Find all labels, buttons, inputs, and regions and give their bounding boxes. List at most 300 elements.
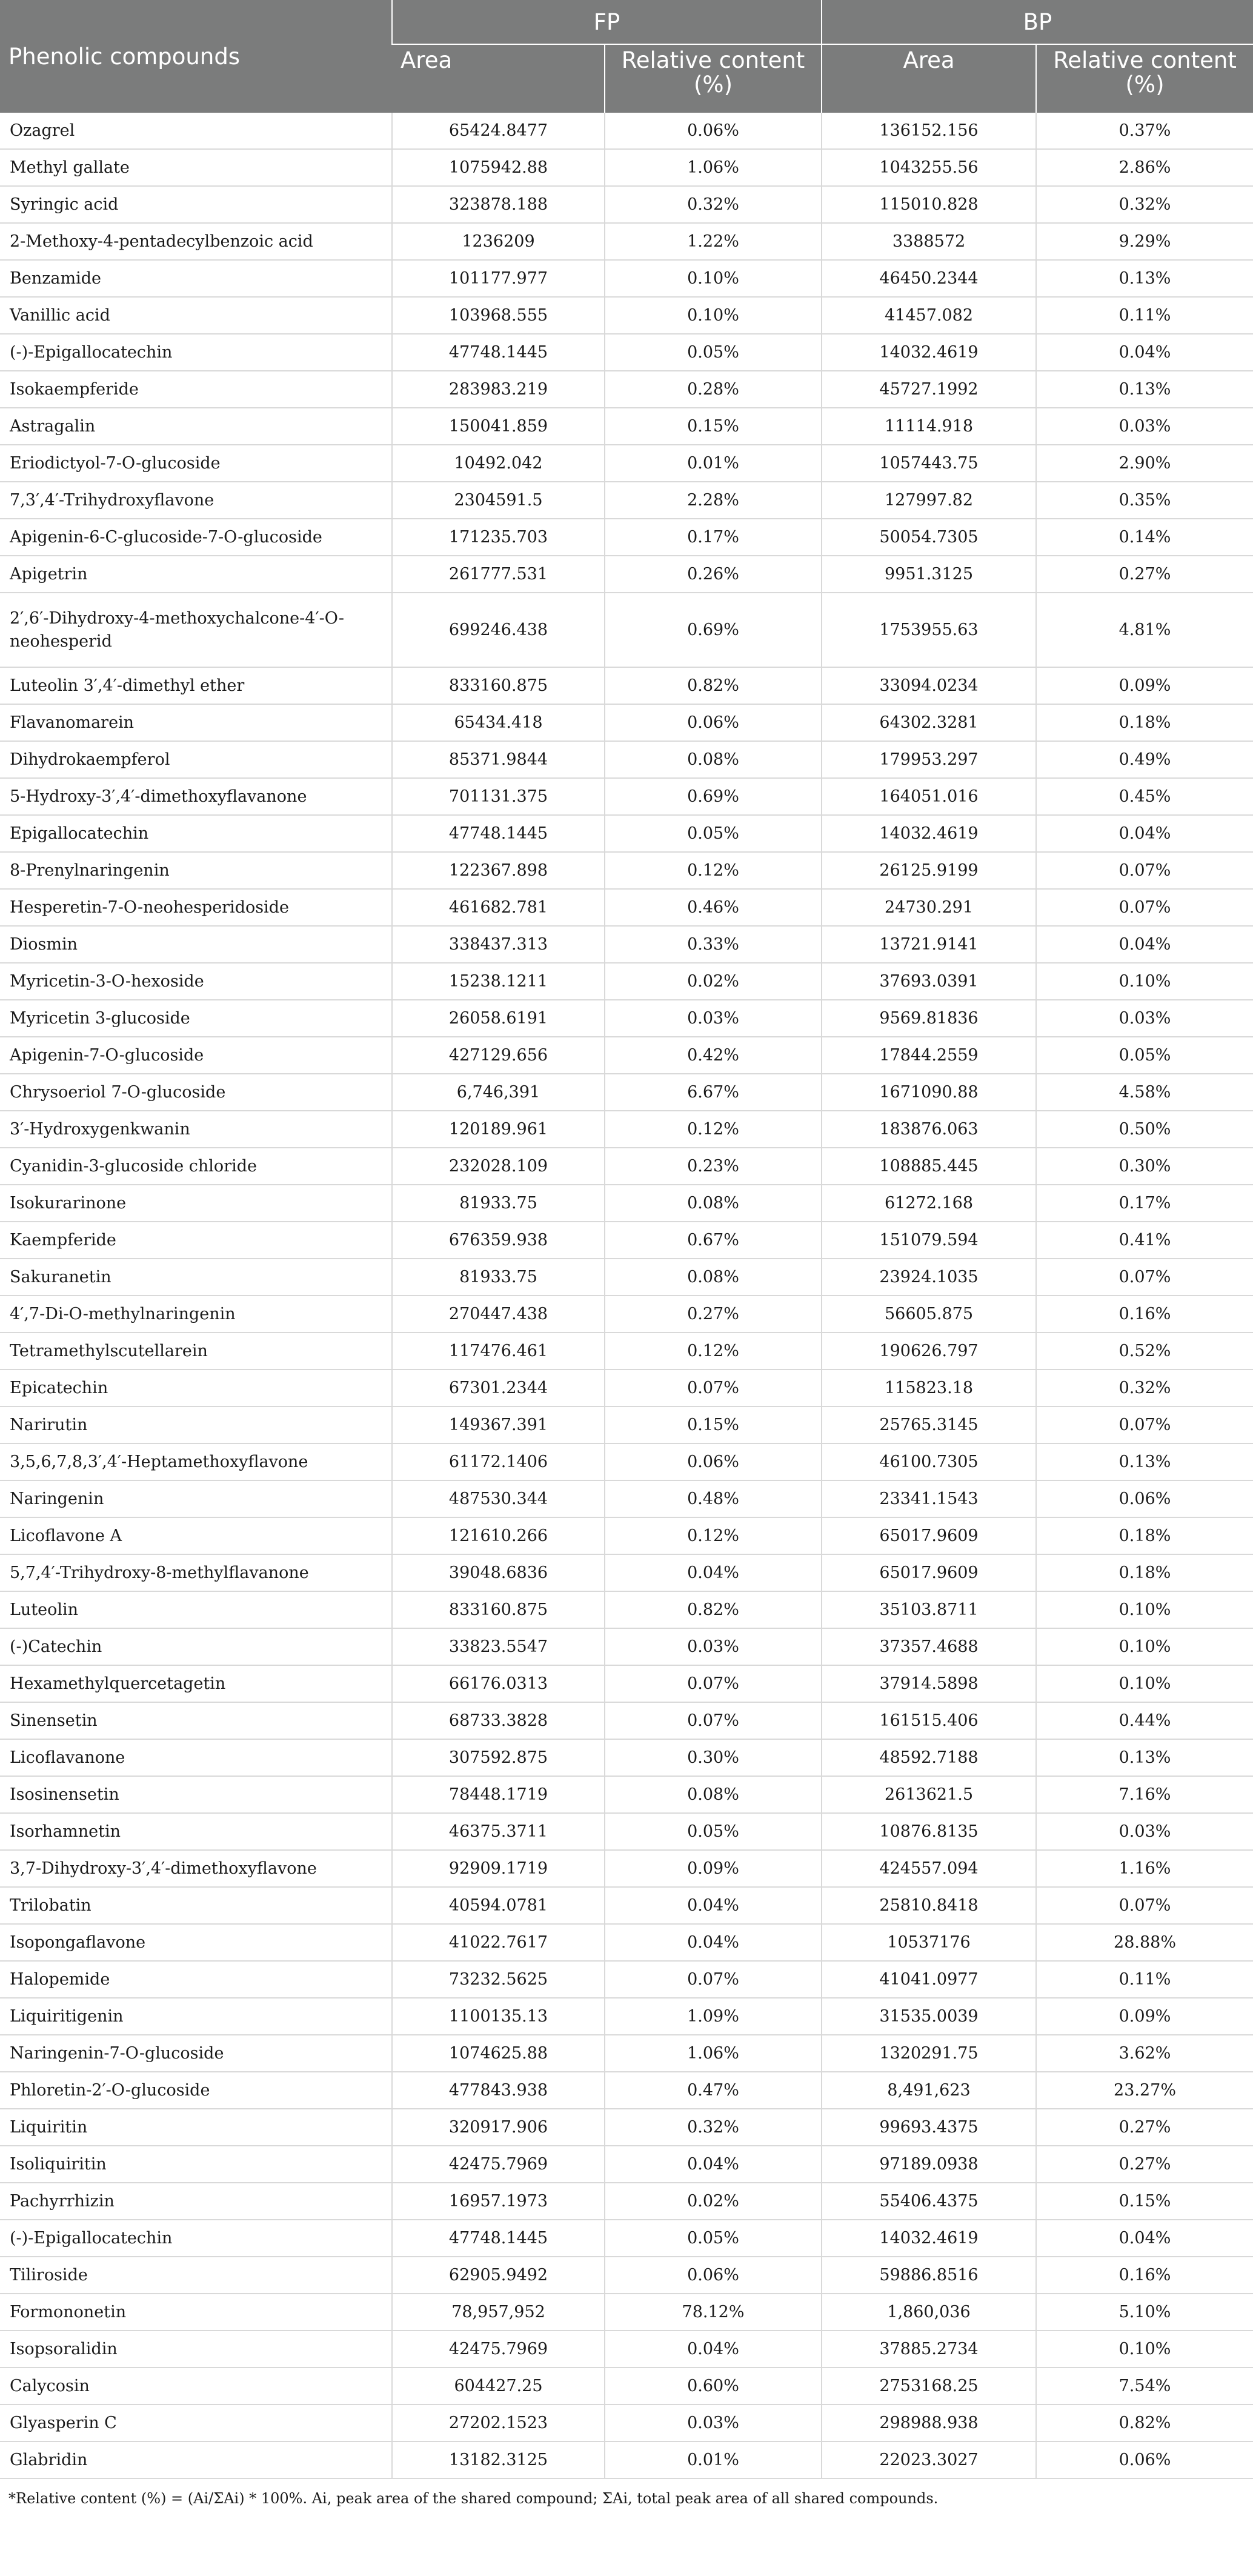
fp-area-cell: 270447.438 — [392, 1296, 605, 1333]
compound-name-cell: Vanillic acid — [0, 297, 392, 334]
table-row — [0, 815, 1253, 852]
table-row — [0, 1000, 1253, 1037]
fp-relative-content-cell: 0.10% — [605, 260, 822, 297]
fp-relative-content-cell: 0.12% — [605, 852, 822, 889]
bp-area-cell: 1320291.75 — [822, 2035, 1036, 2072]
bp-relative-content-cell: 0.16% — [1036, 1296, 1253, 1333]
fp-area-cell: 1075942.88 — [392, 149, 605, 186]
table-row — [0, 1480, 1253, 1517]
compound-name-cell: Eriodictyol-7-O-glucoside — [0, 445, 392, 482]
fp-area-cell: 232028.109 — [392, 1148, 605, 1185]
table-row — [0, 667, 1253, 704]
compound-name-cell: Luteolin — [0, 1591, 392, 1628]
bp-relative-content-cell: 7.16% — [1036, 1776, 1253, 1813]
bp-area-cell: 115823.18 — [822, 1370, 1036, 1406]
fp-area-cell: 27202.1523 — [392, 2405, 605, 2441]
fp-relative-content-cell: 0.12% — [605, 1111, 822, 1148]
bp-area-cell: 1753955.63 — [822, 593, 1036, 667]
bp-relative-content-cell: 0.27% — [1036, 2109, 1253, 2146]
fp-area-cell: 85371.9844 — [392, 741, 605, 778]
fp-area-cell: 2304591.5 — [392, 482, 605, 519]
compound-name-cell: 5,7,4′-Trihydroxy-8-methylflavanone — [0, 1554, 392, 1591]
bp-area-cell: 59886.8516 — [822, 2257, 1036, 2294]
fp-relative-content-cell: 0.69% — [605, 778, 822, 815]
bp-relative-content-cell: 1.16% — [1036, 1850, 1253, 1887]
fp-area-cell: 65434.418 — [392, 704, 605, 741]
compound-name-cell: Isoliquiritin — [0, 2146, 392, 2183]
table-row — [0, 1924, 1253, 1961]
fp-area-cell: 149367.391 — [392, 1406, 605, 1443]
fp-relative-content-cell: 0.03% — [605, 1000, 822, 1037]
bp-relative-content-cell: 0.14% — [1036, 519, 1253, 556]
fp-area-cell: 283983.219 — [392, 371, 605, 408]
bp-relative-content-cell: 0.10% — [1036, 2331, 1253, 2368]
fp-relative-content-cell: 0.04% — [605, 2331, 822, 2368]
compound-name-cell: Diosmin — [0, 926, 392, 963]
fp-relative-content-cell: 1.09% — [605, 1998, 822, 2035]
fp-relative-content-cell: 0.32% — [605, 186, 822, 223]
table-row — [0, 1222, 1253, 1259]
table-row — [0, 741, 1253, 778]
table-row — [0, 1702, 1253, 1739]
table-row — [0, 1665, 1253, 1702]
bp-area-cell: 25765.3145 — [822, 1406, 1036, 1443]
bp-area-cell: 23341.1543 — [822, 1480, 1036, 1517]
bp-relative-content-cell: 23.27% — [1036, 2072, 1253, 2109]
compound-name-cell: 3,5,6,7,8,3′,4′-Heptamethoxyflavone — [0, 1443, 392, 1480]
fp-relative-content-cell: 0.33% — [605, 926, 822, 963]
table-row — [0, 149, 1253, 186]
fp-area-cell: 92909.1719 — [392, 1850, 605, 1887]
compound-name-cell: Tiliroside — [0, 2257, 392, 2294]
fp-relative-content-cell: 0.05% — [605, 334, 822, 371]
table-row — [0, 2368, 1253, 2405]
fp-relative-content-cell: 0.60% — [605, 2368, 822, 2405]
compound-name-cell: Naringenin-7-O-glucoside — [0, 2035, 392, 2072]
table-row — [0, 223, 1253, 260]
bp-area-cell: 1,860,036 — [822, 2294, 1036, 2331]
bp-area-cell: 37914.5898 — [822, 1665, 1036, 1702]
table-row — [0, 852, 1253, 889]
bp-area-cell: 22023.3027 — [822, 2441, 1036, 2478]
fp-relative-content-cell: 0.08% — [605, 1776, 822, 1813]
bp-area-cell: 14032.4619 — [822, 2220, 1036, 2257]
fp-relative-content-cell: 0.12% — [605, 1333, 822, 1370]
bp-relative-content-cell: 0.15% — [1036, 2183, 1253, 2220]
fp-area-cell: 26058.6191 — [392, 1000, 605, 1037]
bp-area-cell: 17844.2559 — [822, 1037, 1036, 1074]
table-row — [0, 1554, 1253, 1591]
bp-area-cell: 45727.1992 — [822, 371, 1036, 408]
table-row — [0, 2183, 1253, 2220]
compound-name-cell: Naringenin — [0, 1480, 392, 1517]
table-row — [0, 482, 1253, 519]
fp-area-cell: 833160.875 — [392, 667, 605, 704]
fp-relative-content-cell: 0.10% — [605, 297, 822, 334]
fp-area-cell: 320917.906 — [392, 2109, 605, 2146]
bp-relative-content-cell: 0.17% — [1036, 1185, 1253, 1222]
compound-name-cell: Luteolin 3′,4′-dimethyl ether — [0, 667, 392, 704]
fp-relative-content-cell: 0.15% — [605, 408, 822, 445]
fp-relative-content-cell: 0.82% — [605, 667, 822, 704]
fp-area-cell: 81933.75 — [392, 1185, 605, 1222]
fp-area-cell: 42475.7969 — [392, 2146, 605, 2183]
fp-area-cell: 33823.5547 — [392, 1628, 605, 1665]
compound-name-cell: (-)-Epigallocatechin — [0, 334, 392, 371]
fp-relative-content-cell: 0.01% — [605, 2441, 822, 2478]
fp-relative-content-cell: 0.09% — [605, 1850, 822, 1887]
bp-area-cell: 298988.938 — [822, 2405, 1036, 2441]
table-row — [0, 2331, 1253, 2368]
compound-name-cell: Kaempferide — [0, 1222, 392, 1259]
bp-relative-content-cell: 0.30% — [1036, 1148, 1253, 1185]
bp-area-cell: 33094.0234 — [822, 667, 1036, 704]
compound-name-cell: Trilobatin — [0, 1887, 392, 1924]
fp-area-cell: 338437.313 — [392, 926, 605, 963]
fp-relative-content-cell: 0.04% — [605, 1554, 822, 1591]
fp-area-cell: 117476.461 — [392, 1333, 605, 1370]
fp-relative-content-cell: 0.06% — [605, 1443, 822, 1480]
compound-name-cell: Isopongaflavone — [0, 1924, 392, 1961]
bp-area-cell: 48592.7188 — [822, 1739, 1036, 1776]
bp-relative-content-cell: 0.04% — [1036, 334, 1253, 371]
bp-area-cell: 99693.4375 — [822, 2109, 1036, 2146]
compound-name-cell: Glabridin — [0, 2441, 392, 2478]
compound-name-cell: 2-Methoxy-4-pentadecylbenzoic acid — [0, 223, 392, 260]
fp-relative-content-cell: 1.22% — [605, 223, 822, 260]
bp-area-cell: 37357.4688 — [822, 1628, 1036, 1665]
fp-area-cell: 39048.6836 — [392, 1554, 605, 1591]
fp-area-cell: 78448.1719 — [392, 1776, 605, 1813]
bp-relative-content-cell: 5.10% — [1036, 2294, 1253, 2331]
fp-relative-content-cell: 0.06% — [605, 113, 822, 149]
fp-relative-content-cell: 0.08% — [605, 1259, 822, 1296]
fp-area-cell: 101177.977 — [392, 260, 605, 297]
table-row — [0, 1333, 1253, 1370]
bp-area-cell: 14032.4619 — [822, 815, 1036, 852]
bp-relative-content-cell: 0.09% — [1036, 667, 1253, 704]
fp-area-cell: 427129.656 — [392, 1037, 605, 1074]
compound-name-cell: 3′-Hydroxygenkwanin — [0, 1111, 392, 1148]
bp-relative-content-cell: 0.13% — [1036, 260, 1253, 297]
compound-name-cell: Syringic acid — [0, 186, 392, 223]
table-row — [0, 556, 1253, 593]
compound-name-cell: 3,7-Dihydroxy-3′,4′-dimethoxyflavone — [0, 1850, 392, 1887]
fp-area-cell: 67301.2344 — [392, 1370, 605, 1406]
table-row — [0, 2035, 1253, 2072]
table-row — [0, 593, 1253, 667]
compound-name-cell: Tetramethylscutellarein — [0, 1333, 392, 1370]
bp-relative-content-cell: 0.10% — [1036, 1665, 1253, 1702]
bp-relative-content-cell: 0.44% — [1036, 1702, 1253, 1739]
fp-area-cell: 73232.5625 — [392, 1961, 605, 1998]
table-row — [0, 1591, 1253, 1628]
fp-relative-content-cell: 6.67% — [605, 1074, 822, 1111]
table-row — [0, 2441, 1253, 2478]
bp-relative-content-cell: 0.18% — [1036, 1554, 1253, 1591]
bp-relative-content-cell: 0.05% — [1036, 1037, 1253, 1074]
compound-name-cell: 8-Prenylnaringenin — [0, 852, 392, 889]
compound-name-cell: Liquiritigenin — [0, 1998, 392, 2035]
bp-area-cell: 24730.291 — [822, 889, 1036, 926]
bp-area-cell: 151079.594 — [822, 1222, 1036, 1259]
compound-name-cell: 2′,6′-Dihydroxy-4-methoxychalcone-4′-O-neohesperid — [0, 593, 392, 667]
fp-relative-content-cell: 0.06% — [605, 2257, 822, 2294]
table-body — [0, 113, 1253, 2478]
bp-area-cell: 64302.3281 — [822, 704, 1036, 741]
fp-relative-content-cell: 0.03% — [605, 1628, 822, 1665]
bp-area-cell: 46450.2344 — [822, 260, 1036, 297]
bp-area-cell: 9569.81836 — [822, 1000, 1036, 1037]
bp-area-cell: 424557.094 — [822, 1850, 1036, 1887]
compound-name-cell: Hesperetin-7-O-neohesperidoside — [0, 889, 392, 926]
bp-relative-content-cell: 0.35% — [1036, 482, 1253, 519]
bp-relative-content-cell: 0.07% — [1036, 852, 1253, 889]
table-row — [0, 778, 1253, 815]
bp-relative-content-cell: 0.11% — [1036, 1961, 1253, 1998]
fp-relative-content-cell: 0.07% — [605, 1370, 822, 1406]
bp-area-cell: 1043255.56 — [822, 149, 1036, 186]
fp-area-cell: 699246.438 — [392, 593, 605, 667]
bp-relative-content-cell: 0.16% — [1036, 2257, 1253, 2294]
table-row — [0, 1628, 1253, 1665]
compound-name-cell: Isopsoralidin — [0, 2331, 392, 2368]
bp-relative-content-cell: 0.06% — [1036, 2441, 1253, 2478]
fp-relative-content-cell: 0.27% — [605, 1296, 822, 1333]
fp-area-cell: 40594.0781 — [392, 1887, 605, 1924]
bp-area-header: Area — [822, 44, 1036, 113]
bp-area-cell: 14032.4619 — [822, 334, 1036, 371]
bp-area-cell: 61272.168 — [822, 1185, 1036, 1222]
bp-area-cell: 25810.8418 — [822, 1887, 1036, 1924]
table-row — [0, 963, 1253, 1000]
fp-area-cell: 1236209 — [392, 223, 605, 260]
fp-area-cell: 47748.1445 — [392, 334, 605, 371]
fp-area-cell: 47748.1445 — [392, 815, 605, 852]
bp-area-cell: 164051.016 — [822, 778, 1036, 815]
fp-area-cell: 10492.042 — [392, 445, 605, 482]
bp-relative-content-cell: 4.58% — [1036, 1074, 1253, 1111]
table-row — [0, 1776, 1253, 1813]
bp-area-cell: 127997.82 — [822, 482, 1036, 519]
compound-name-cell: Calycosin — [0, 2368, 392, 2405]
table-row — [0, 926, 1253, 963]
bp-area-cell: 56605.875 — [822, 1296, 1036, 1333]
table-row — [0, 445, 1253, 482]
fp-relative-content-cell: 0.08% — [605, 741, 822, 778]
bp-relative-content-cell: 0.10% — [1036, 1628, 1253, 1665]
compound-name-cell: (-)Catechin — [0, 1628, 392, 1665]
bp-relative-content-cell: 0.03% — [1036, 408, 1253, 445]
compound-name-cell: Dihydrokaempferol — [0, 741, 392, 778]
compound-name-cell: Pachyrrhizin — [0, 2183, 392, 2220]
bp-area-cell: 179953.297 — [822, 741, 1036, 778]
fp-relative-content-cell: 0.48% — [605, 1480, 822, 1517]
table-row — [0, 2072, 1253, 2109]
compound-name-cell: Liquiritin — [0, 2109, 392, 2146]
bp-relative-content-cell: 0.32% — [1036, 1370, 1253, 1406]
fp-area-cell: 604427.25 — [392, 2368, 605, 2405]
table-row — [0, 1185, 1253, 1222]
fp-relative-content-cell: 0.08% — [605, 1185, 822, 1222]
bp-relative-content-cell: 0.11% — [1036, 297, 1253, 334]
table-row — [0, 889, 1253, 926]
bp-area-cell: 41041.0977 — [822, 1961, 1036, 1998]
compound-name-cell: Sinensetin — [0, 1702, 392, 1739]
bp-area-cell: 2613621.5 — [822, 1776, 1036, 1813]
fp-relative-content-cell: 0.07% — [605, 1702, 822, 1739]
compound-name-cell: Flavanomarein — [0, 704, 392, 741]
bp-group-header: BP — [822, 0, 1253, 44]
table-footnote: *Relative content (%) = (Ai/ΣAi) * 100%. Ai, peak area of the shared compound; ΣAi, total peak area of all shared compounds. — [8, 2490, 939, 2507]
fp-area-cell: 487530.344 — [392, 1480, 605, 1517]
fp-area-cell: 103968.555 — [392, 297, 605, 334]
bp-relative-content-cell: 2.86% — [1036, 149, 1253, 186]
table-row — [0, 297, 1253, 334]
table-row — [0, 1406, 1253, 1443]
compound-name-cell: Isokaempferide — [0, 371, 392, 408]
fp-area-cell: 13182.3125 — [392, 2441, 605, 2478]
table-row — [0, 2146, 1253, 2183]
table-row — [0, 1259, 1253, 1296]
bp-relative-content-cell: 0.27% — [1036, 556, 1253, 593]
compound-name-cell: 7,3′,4′-Trihydroxyflavone — [0, 482, 392, 519]
fp-area-cell: 68733.3828 — [392, 1702, 605, 1739]
fp-relative-content-cell: 2.28% — [605, 482, 822, 519]
fp-area-cell: 42475.7969 — [392, 2331, 605, 2368]
fp-area-cell: 461682.781 — [392, 889, 605, 926]
bp-relative-content-cell: 0.06% — [1036, 1480, 1253, 1517]
fp-area-cell: 150041.859 — [392, 408, 605, 445]
bp-relative-content-cell: 0.10% — [1036, 1591, 1253, 1628]
table-row — [0, 2220, 1253, 2257]
fp-area-cell: 477843.938 — [392, 2072, 605, 2109]
table-row — [0, 186, 1253, 223]
bp-relative-content-cell: 0.27% — [1036, 2146, 1253, 2183]
bp-area-cell: 50054.7305 — [822, 519, 1036, 556]
compound-name-cell: Ozagrel — [0, 113, 392, 149]
bp-area-cell: 97189.0938 — [822, 2146, 1036, 2183]
table-row — [0, 334, 1253, 371]
bp-relative-content-cell: 0.13% — [1036, 1443, 1253, 1480]
bp-area-cell: 161515.406 — [822, 1702, 1036, 1739]
compound-name-cell: Methyl gallate — [0, 149, 392, 186]
fp-relative-content-cell: 78.12% — [605, 2294, 822, 2331]
fp-area-cell: 41022.7617 — [392, 1924, 605, 1961]
compound-name-cell: Astragalin — [0, 408, 392, 445]
table-row — [0, 1813, 1253, 1850]
compound-name-cell: Hexamethylquercetagetin — [0, 1665, 392, 1702]
compound-name-cell: Halopemide — [0, 1961, 392, 1998]
compound-name-cell: Glyasperin C — [0, 2405, 392, 2441]
fp-area-cell: 1100135.13 — [392, 1998, 605, 2035]
bp-relative-content-cell: 0.32% — [1036, 186, 1253, 223]
fp-relative-content-cell: 0.17% — [605, 519, 822, 556]
table-row — [0, 1074, 1253, 1111]
table-row — [0, 1148, 1253, 1185]
fp-area-cell: 61172.1406 — [392, 1443, 605, 1480]
bp-area-cell: 183876.063 — [822, 1111, 1036, 1148]
compound-name-cell: Licoflavanone — [0, 1739, 392, 1776]
bp-area-cell: 35103.8711 — [822, 1591, 1036, 1628]
compound-name-cell: 4′,7-Di-O-methylnaringenin — [0, 1296, 392, 1333]
fp-relative-content-cell: 0.82% — [605, 1591, 822, 1628]
bp-area-cell: 65017.9609 — [822, 1554, 1036, 1591]
compound-name-cell: Isorhamnetin — [0, 1813, 392, 1850]
compound-name-cell: Phloretin-2′-O-glucoside — [0, 2072, 392, 2109]
bp-relative-content-cell: 0.09% — [1036, 1998, 1253, 2035]
table-row — [0, 1443, 1253, 1480]
bp-relative-content-cell: 7.54% — [1036, 2368, 1253, 2405]
table-row — [0, 1111, 1253, 1148]
fp-area-cell: 66176.0313 — [392, 1665, 605, 1702]
bp-relative-content-cell: 0.41% — [1036, 1222, 1253, 1259]
compound-name-cell: Sakuranetin — [0, 1259, 392, 1296]
compound-name-cell: Benzamide — [0, 260, 392, 297]
fp-area-cell: 16957.1973 — [392, 2183, 605, 2220]
fp-relative-content-cell: 1.06% — [605, 2035, 822, 2072]
fp-relative-content-cell: 0.15% — [605, 1406, 822, 1443]
bp-area-cell: 9951.3125 — [822, 556, 1036, 593]
bp-relative-content-cell: 0.50% — [1036, 1111, 1253, 1148]
fp-relative-content-header: Relative content (%) — [605, 44, 822, 113]
fp-relative-content-cell: 0.42% — [605, 1037, 822, 1074]
fp-relative-content-cell: 0.32% — [605, 2109, 822, 2146]
fp-relative-content-cell: 0.67% — [605, 1222, 822, 1259]
bp-area-cell: 65017.9609 — [822, 1517, 1036, 1554]
fp-area-cell: 261777.531 — [392, 556, 605, 593]
compound-name-cell: Epigallocatechin — [0, 815, 392, 852]
compound-name-cell: Myricetin-3-O-hexoside — [0, 963, 392, 1000]
bp-relative-content-cell: 0.37% — [1036, 113, 1253, 149]
fp-relative-content-cell: 1.06% — [605, 149, 822, 186]
bp-area-cell: 2753168.25 — [822, 2368, 1036, 2405]
fp-area-cell: 701131.375 — [392, 778, 605, 815]
bp-area-cell: 10876.8135 — [822, 1813, 1036, 1850]
bp-area-cell: 108885.445 — [822, 1148, 1036, 1185]
bp-area-cell: 8,491,623 — [822, 2072, 1036, 2109]
compound-name-cell: Formononetin — [0, 2294, 392, 2331]
fp-relative-content-cell: 0.05% — [605, 815, 822, 852]
bp-area-cell: 55406.4375 — [822, 2183, 1036, 2220]
bp-relative-content-cell: 2.90% — [1036, 445, 1253, 482]
table-row — [0, 1887, 1253, 1924]
compound-name-cell: Apigetrin — [0, 556, 392, 593]
bp-area-cell: 115010.828 — [822, 186, 1036, 223]
fp-relative-content-cell: 0.07% — [605, 1665, 822, 1702]
bp-area-cell: 37693.0391 — [822, 963, 1036, 1000]
table-row — [0, 2294, 1253, 2331]
compound-name-cell: Chrysoeriol 7-O-glucoside — [0, 1074, 392, 1111]
fp-area-cell: 171235.703 — [392, 519, 605, 556]
fp-relative-content-cell: 0.26% — [605, 556, 822, 593]
bp-relative-content-cell: 0.82% — [1036, 2405, 1253, 2441]
fp-area-cell: 62905.9492 — [392, 2257, 605, 2294]
bp-relative-content-cell: 0.07% — [1036, 1406, 1253, 1443]
compound-name-cell: Narirutin — [0, 1406, 392, 1443]
bp-relative-content-cell: 4.81% — [1036, 593, 1253, 667]
fp-relative-content-cell: 0.02% — [605, 2183, 822, 2220]
table-row — [0, 2405, 1253, 2441]
table-row — [0, 1850, 1253, 1887]
compound-name-cell: Apigenin-7-O-glucoside — [0, 1037, 392, 1074]
fp-relative-content-cell: 0.23% — [605, 1148, 822, 1185]
table-row — [0, 260, 1253, 297]
fp-area-header: Area — [392, 44, 605, 113]
bp-area-cell: 23924.1035 — [822, 1259, 1036, 1296]
bp-area-cell: 31535.0039 — [822, 1998, 1036, 2035]
compound-name-cell: Isokurarinone — [0, 1185, 392, 1222]
